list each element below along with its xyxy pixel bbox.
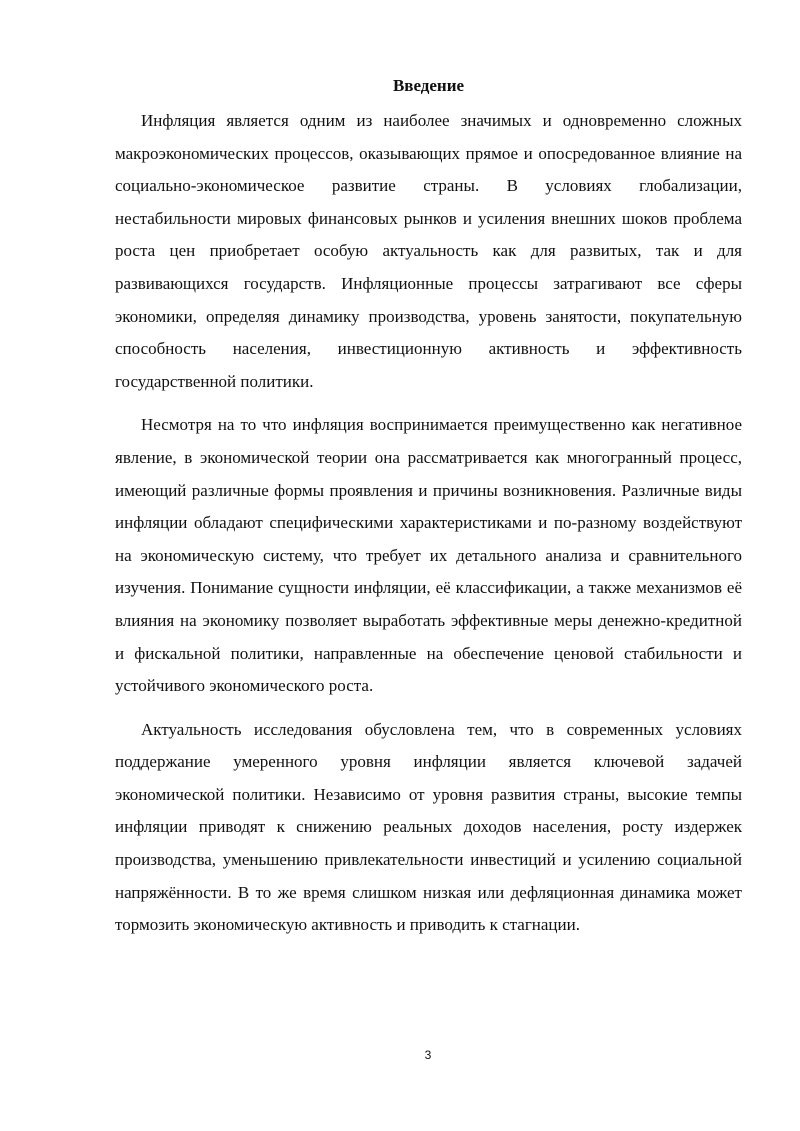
inflation-forms-paragraph: Несмотря на то что инфляция воспринимается преимущественно как негативное явление, в экономической теории она рассматривается как многогранный процесс, имеющий различные формы проявления и причины возникновения. Различные виды инфляции обладают специфическими характеристиками и по-разному воздействуют на экономическую систему, что требует их детального анализа и сравнительного изучения. Понимание сущности инфляции, её классификации, а также механизмов её влияния на экономику позволяет выработать эффективные меры денежно-кредитной и фискальной политики, направленные на обеспечение ценовой стабильности и устойчивого экономического роста. xyxy=(115,415,742,696)
research-relevance-paragraph: Актуальность исследования обусловлена тем, что в современных условиях поддержание умеренного уровня инфляции является ключевой задачей экономической политики. Независимо от уровня развития страны, высокие темпы инфляции приводят к снижению реальных доходов населения, росту издержек производства, уменьшению привлекательности инвестиций и усилению социальной напряжённости. В то же время слишком низкая или дефляционная динамика может тормозить экономическую активность и приводить к стагнации. xyxy=(115,719,742,935)
page-title: Введение xyxy=(392,76,465,95)
page-number: 3 xyxy=(424,1048,432,1062)
introduction-paragraph: Инфляция является одним из наиболее значимых и одновременно сложных макроэкономических процессов, оказывающих прямое и опосредованное влияние на социально-экономическое развитие страны. В условиях глобализации, нестабильности мировых финансовых рынков и усиления внешних шоков проблема роста цен приобретает особую актуальность как для развитых, так и для развивающихся государств. Инфляционные процессы затрагивают все сферы экономики, определяя динамику производства, уровень занятости, покупательную способность населения, инвестиционную активность и эффективность государственной политики. xyxy=(115,111,742,391)
document-body xyxy=(115,74,742,942)
